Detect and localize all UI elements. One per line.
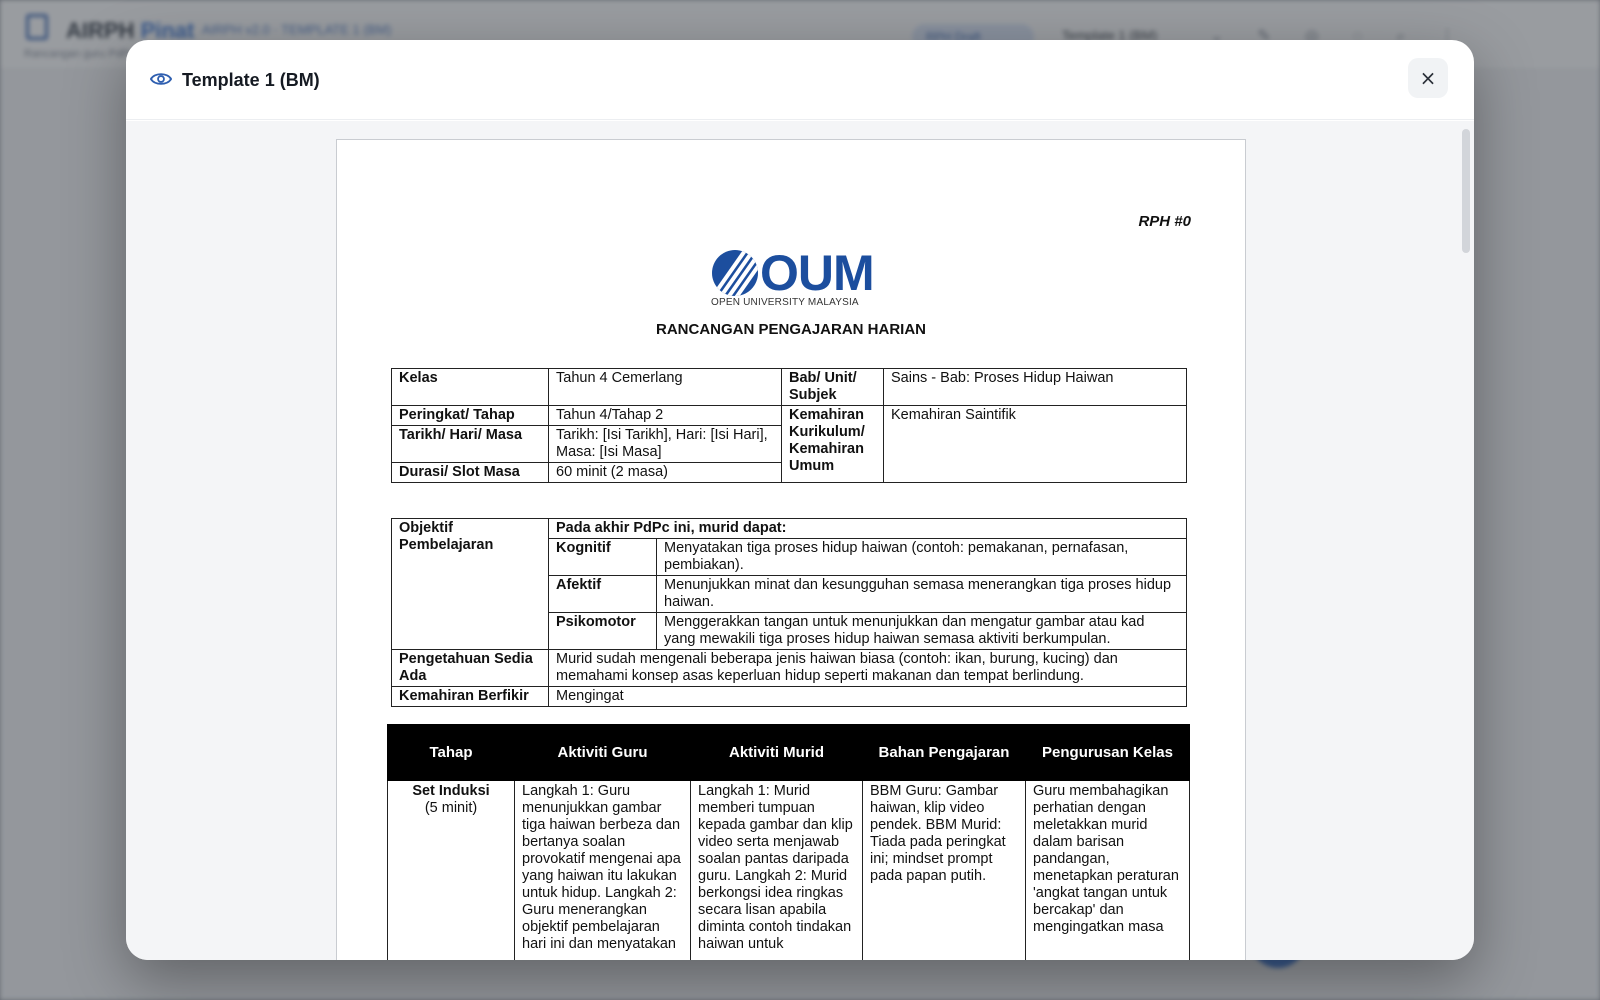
psikomotor-value: Menggerakkan tangan untuk menunjukkan dan mengatur gambar atau kad yang mewakili tiga proses hidup haiwan semasa aktiviti berkumpulan. [657,613,1187,650]
kognitif-value: Menyatakan tiga proses hidup haiwan (contoh: pemakanan, pernafasan, pembiakan). [657,539,1187,576]
document-page [336,139,1246,960]
berfikir-value: Mengingat [549,687,1187,707]
kelas-value: Tahun 4 Cemerlang [549,369,782,406]
activity-table [387,724,1190,960]
objectives-table [391,518,1187,707]
kemahiran-value: Kemahiran Saintifik [884,406,1187,483]
header-pengurusan-kelas: Pengurusan Kelas [1026,725,1190,781]
bab-label: Bab/ Unit/ Subjek [782,369,884,406]
aktiviti-murid-cell: Langkah 1: Murid memberi tumpuan kepada gambar dan klip video serta menjawab soalan pantas daripada guru. Langkah 2: Murid berkongsi idea ringkas secara lisan apabila diminta contoh tindakan haiwan untuk [691,781,863,961]
modal-body[interactable] [126,121,1474,960]
table-row [392,406,1187,426]
oum-logo [711,245,874,310]
pengetahuan-label: Pengetahuan Sedia Ada [392,650,549,687]
durasi-value: 60 minit (2 masa) [549,463,782,483]
modal-header [126,40,1474,120]
table-row [392,650,1187,687]
preview-modal [126,40,1474,960]
tarikh-value: Tarikh: [Isi Tarikh], Hari: [Isi Hari], Masa: [Isi Masa] [549,426,782,463]
durasi-label: Durasi/ Slot Masa [392,463,549,483]
psikomotor-label: Psikomotor [549,613,657,650]
close-button[interactable]: × [1408,58,1448,98]
pengetahuan-value: Murid sudah mengenali beberapa jenis haiwan biasa (contoh: ikan, burung, kucing) dan memahami konsep asas keperluan hidup seperti makanan dan tempat berlindung. [549,650,1187,687]
table-row [392,687,1187,707]
logo-subtitle: OPEN UNIVERSITY MALAYSIA [711,297,859,308]
kognitif-label: Kognitif [549,539,657,576]
tahap-time: (5 minit) [424,800,478,816]
bahan-cell: BBM Guru: Gambar haiwan, klip video pendek. BBM Murid: Tiada pada peringkat ini; mindset prompt pada papan putih. [863,781,1026,961]
table-row [392,519,1187,539]
peringkat-label: Peringkat/ Tahap [392,406,549,426]
info-table [391,368,1187,483]
tahap-name: Set Induksi [412,783,490,799]
table-row [392,369,1187,406]
table-row [388,781,1190,961]
modal-title: Template 1 (BM) [182,70,320,90]
afektif-label: Afektif [549,576,657,613]
header-aktiviti-guru: Aktiviti Guru [515,725,691,781]
logo-text: OUM [760,245,874,301]
kemahiran-label: Kemahiran Kurikulum/ Kemahiran Umum [782,406,884,483]
rph-number: RPH #0 [1138,213,1191,230]
header-aktiviti-murid: Aktiviti Murid [691,725,863,781]
tarikh-label: Tarikh/ Hari/ Masa [392,426,549,463]
objektif-label: Objektif Pembelajaran [392,519,549,650]
pengurusan-cell: Guru membahagikan perhatian dengan meletakkan murid dalam barisan pandangan, menetapkan peraturan 'angkat tangan untuk bercakap' dan mengingatkan masa [1026,781,1190,961]
oum-globe-icon [712,250,758,296]
table-header-row [388,725,1190,781]
kelas-label: Kelas [392,369,549,406]
eye-icon [150,70,172,88]
peringkat-value: Tahun 4/Tahap 2 [549,406,782,426]
scrollbar-thumb[interactable] [1462,129,1470,253]
afektif-value: Menunjukkan minat dan kesungguhan semasa menerangkan tiga proses hidup haiwan. [657,576,1187,613]
berfikir-label: Kemahiran Berfikir [392,687,549,707]
header-tahap: Tahap [388,725,515,781]
document-title: RANCANGAN PENGAJARAN HARIAN [655,321,926,338]
aktiviti-guru-cell: Langkah 1: Guru menunjukkan gambar tiga haiwan berbeza dan bertanya soalan provokatif mengenai apa yang haiwan itu lakukan untuk hidup. Langkah 2: Guru menerangkan objektif pembelajaran hari ini dan menyatakan [515,781,691,961]
bab-value: Sains - Bab: Proses Hidup Haiwan [884,369,1187,406]
objektif-intro: Pada akhir PdPc ini, murid dapat: [549,519,1187,539]
tahap-cell [388,781,515,961]
header-bahan-pengajaran: Bahan Pengajaran [863,725,1026,781]
